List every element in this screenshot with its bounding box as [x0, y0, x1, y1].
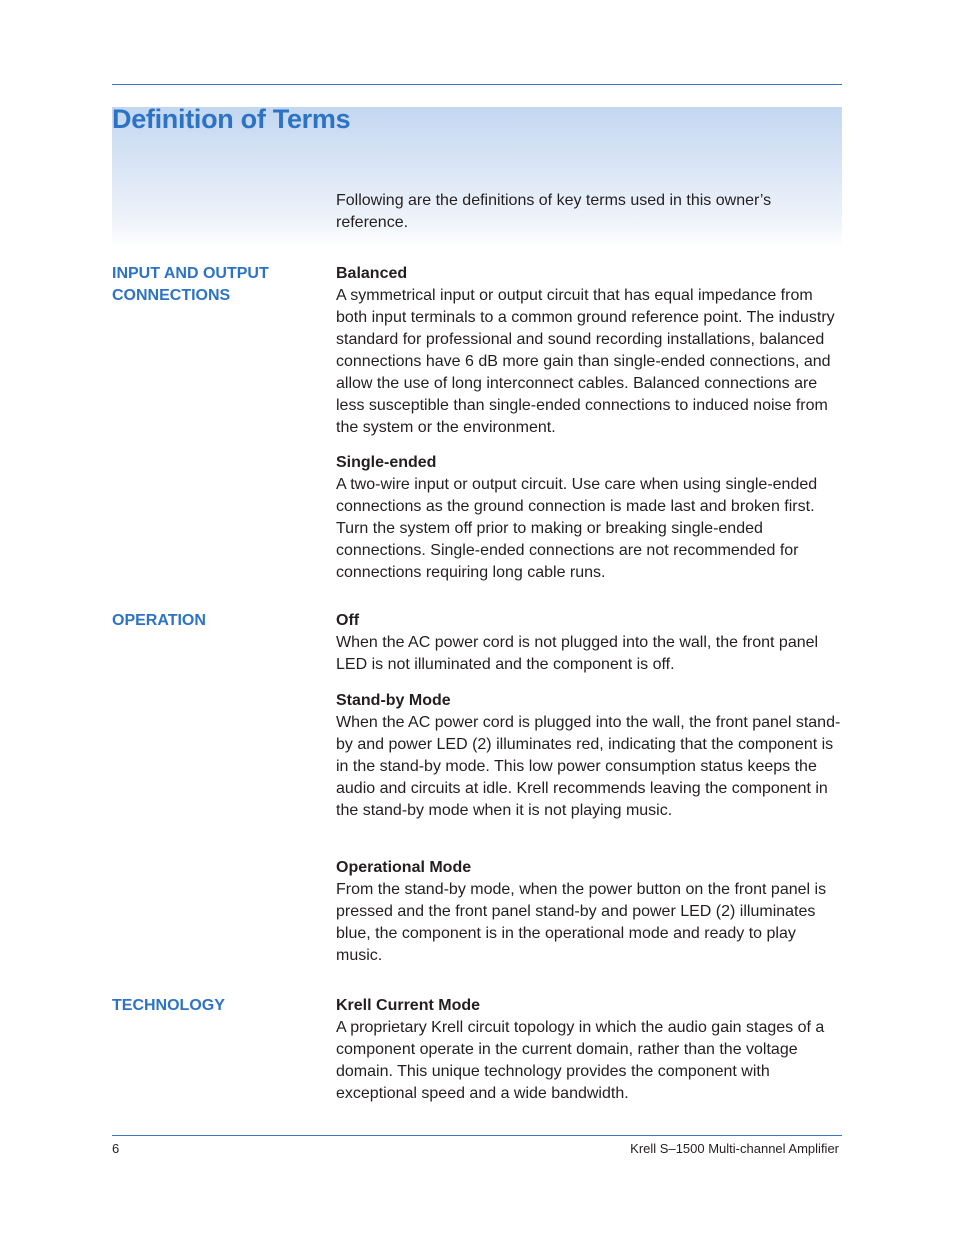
- term-body: A symmetrical input or output circuit that has equal impedance from both input terminals to a common ground reference point. The industry standard for professional and sound recording installations, balanced connections have 6 dB more gain than single-ended connections, and allow the use of long interconnect cables. Balanced connections are less susceptible than single-ended connections to induced noise from the system or the environment.: [336, 287, 835, 436]
- term-title: Operational Mode: [336, 859, 472, 876]
- section-label-technology: TECHNOLOGY: [112, 997, 225, 1014]
- term-stand-by-mode: [336, 690, 841, 822]
- document-title: Krell S–1500 Multi-channel Amplifier: [630, 1141, 839, 1156]
- term-body: From the stand-by mode, when the power button on the front panel is pressed and the front panel stand-by and power LED (2) illuminates blue, the component is in the operational mode and ready to play music.: [336, 881, 827, 964]
- term-title: Krell Current Mode: [336, 997, 481, 1014]
- intro-paragraph: Following are the definitions of key terms used in this owner’s reference.: [336, 192, 772, 231]
- page-title: Definition of Terms: [112, 104, 351, 134]
- term-balanced: [336, 263, 841, 439]
- section-label-connections: INPUT AND OUTPUT CONNECTIONS: [112, 265, 269, 304]
- term-off: [336, 610, 841, 676]
- term-body: A two-wire input or output circuit. Use care when using single-ended connections as the ground connection is made last and broken first. Turn the system off prior to making or breaking single-ended connections. Single-ended connections are not recommended for connections requiring long cable runs.: [336, 476, 818, 581]
- page-number: 6: [112, 1141, 120, 1156]
- term-single-ended: [336, 452, 841, 584]
- bottom-rule: [112, 1135, 842, 1136]
- top-rule: [112, 84, 842, 85]
- term-body: A proprietary Krell circuit topology in which the audio gain stages of a component operate in the current domain, rather than the voltage domain. This unique technology provides the component with exceptional speed and a wide bandwidth.: [336, 1019, 825, 1102]
- section-label-operation: OPERATION: [112, 612, 206, 629]
- term-title: Single-ended: [336, 454, 437, 471]
- term-title: Stand-by Mode: [336, 692, 451, 709]
- term-body: When the AC power cord is plugged into the wall, the front panel stand-by and power LED (2) illuminates red, indicating that the component is in the stand-by mode. This low power consumption status keeps the audio and circuits at idle. Krell recommends leaving the component in the stand-by mode when it is not playing music.: [336, 714, 841, 819]
- term-operational-mode: [336, 857, 841, 967]
- term-body: When the AC power cord is not plugged into the wall, the front panel LED is not illuminated and the component is off.: [336, 634, 819, 673]
- term-title: Off: [336, 612, 360, 629]
- term-title: Balanced: [336, 265, 408, 282]
- term-krell-current-mode: [336, 995, 841, 1105]
